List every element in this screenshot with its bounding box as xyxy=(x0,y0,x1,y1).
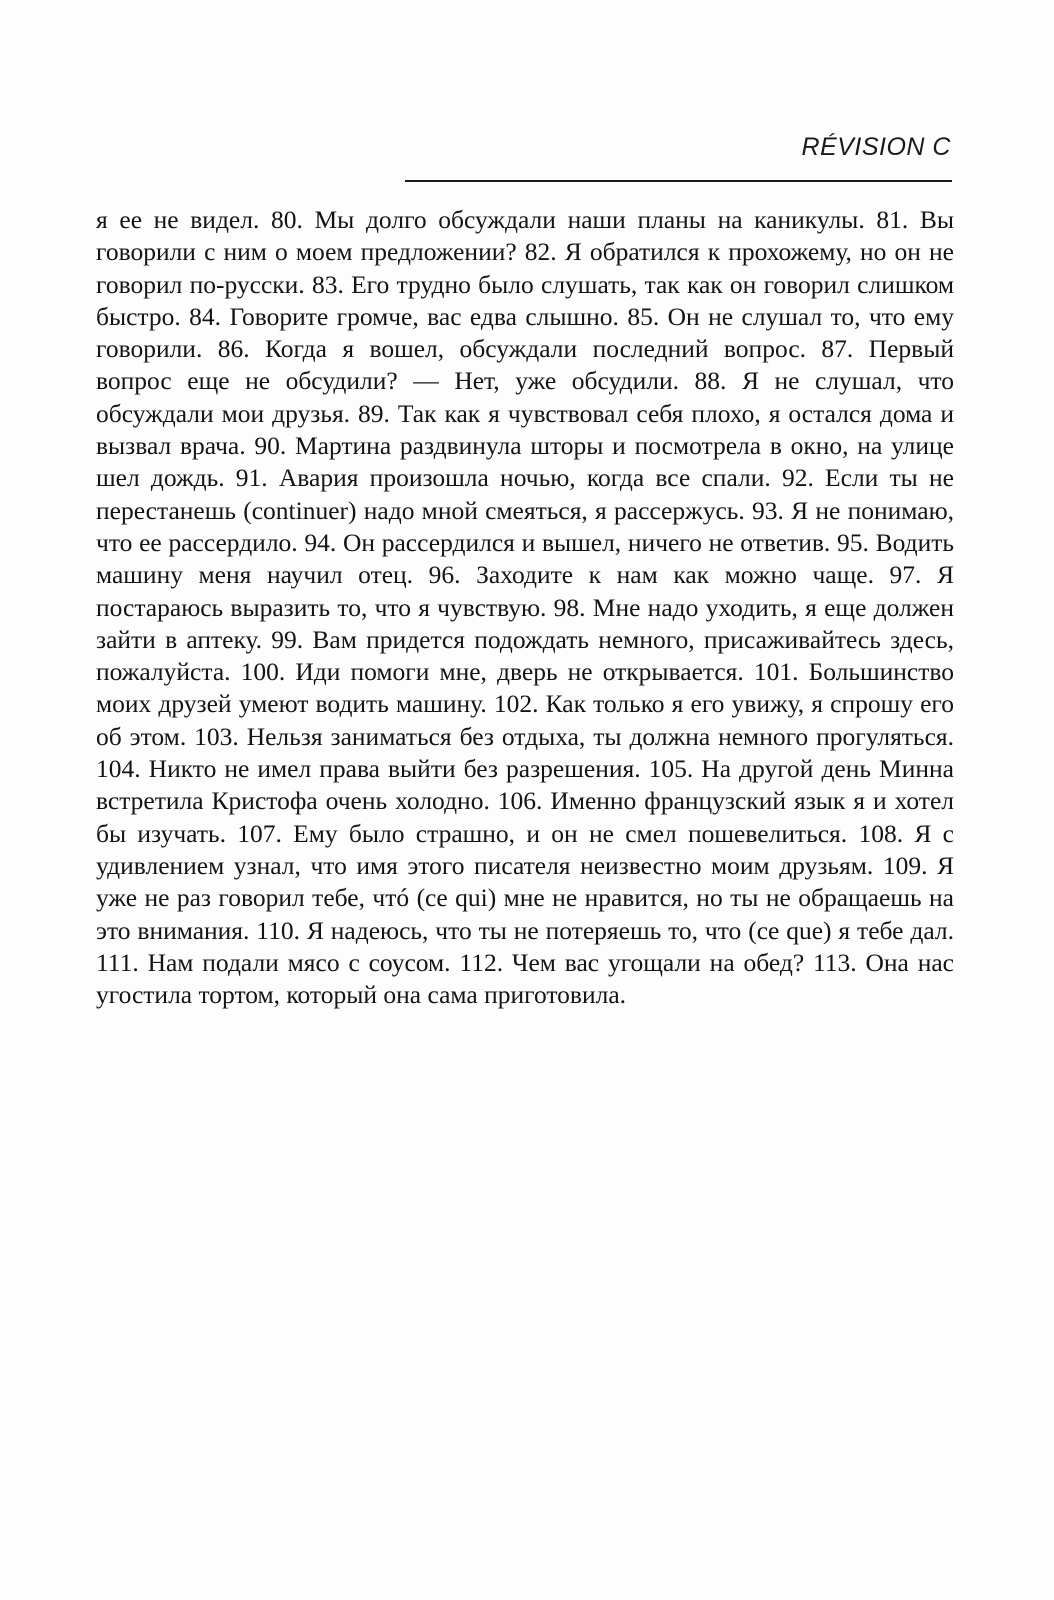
running-head-title: RÉVISION C xyxy=(801,133,951,161)
header-rule-divider xyxy=(405,180,952,182)
exercise-text-paragraph: я ее не видел. 80. Мы долго обсуждали наши планы на каникулы. 81. Вы говорили с ним о моем предложении? 82. Я обратился к прохожему, но он не говорил по-русски. 83. Его трудно было слушать, так как он говорил слишком быстро. 84. Говорите громче, вас едва слышно. 85. Он не слушал то, что ему говорили. 86. Когда я вошел, обсуждали последний вопрос. 87. Первый вопрос еще не обсудили? — Нет, уже обсудили. 88. Я не слушал, что обсуждали мои друзья. 89. Так как я чувствовал себя плохо, я остался дома и вызвал врача. 90. Мартина раздвинула шторы и посмотрела в окно, на улице шел дождь. 91. Авария произошла ночью, когда все спали. 92. Если ты не перестанешь (continuer) надо мной смеяться, я рассержусь. 93. Я не понимаю, что ее рассердило. 94. Он рассердился и вышел, ничего не ответив. 95. Водить машину меня научил отец. 96. Заходите к нам как можно чаще. 97. Я постараюсь выразить то, что я чувствую. 98. Мне надо уходить, я еще должен зайти в аптеку. 99. Вам придется подождать немного, присаживайтесь здесь, пожалуйста. 100. Иди помоги мне, дверь не открывается. 101. Большинство моих друзей умеют водить машину. 102. Как только я его увижу, я спрошу его об этом. 103. Нельзя заниматься без отдыха, ты должна немного прогуляться. 104. Никто не имел права выйти без разрешения. 105. На другой день Минна встретила Кристофа очень холодно. 106. Именно французский язык я и хотел бы изучать. 107. Ему было страшно, и он не смел пошевелиться. 108. Я с удивлением узнал, что имя этого писателя неизвестно моим друзьям. 109. Я уже не раз говорил тебе, чтó (ce qui) мне не нравится, но ты не обращаешь на это внимания. 110. Я надеюсь, что ты не потеряешь то, что (ce que) я тебе дал. 111. Нам подали мясо с соусом. 112. Чем вас угощали на обед? 113. Она нас угостила тортом, который она сама приготовила. xyxy=(96,205,954,1010)
